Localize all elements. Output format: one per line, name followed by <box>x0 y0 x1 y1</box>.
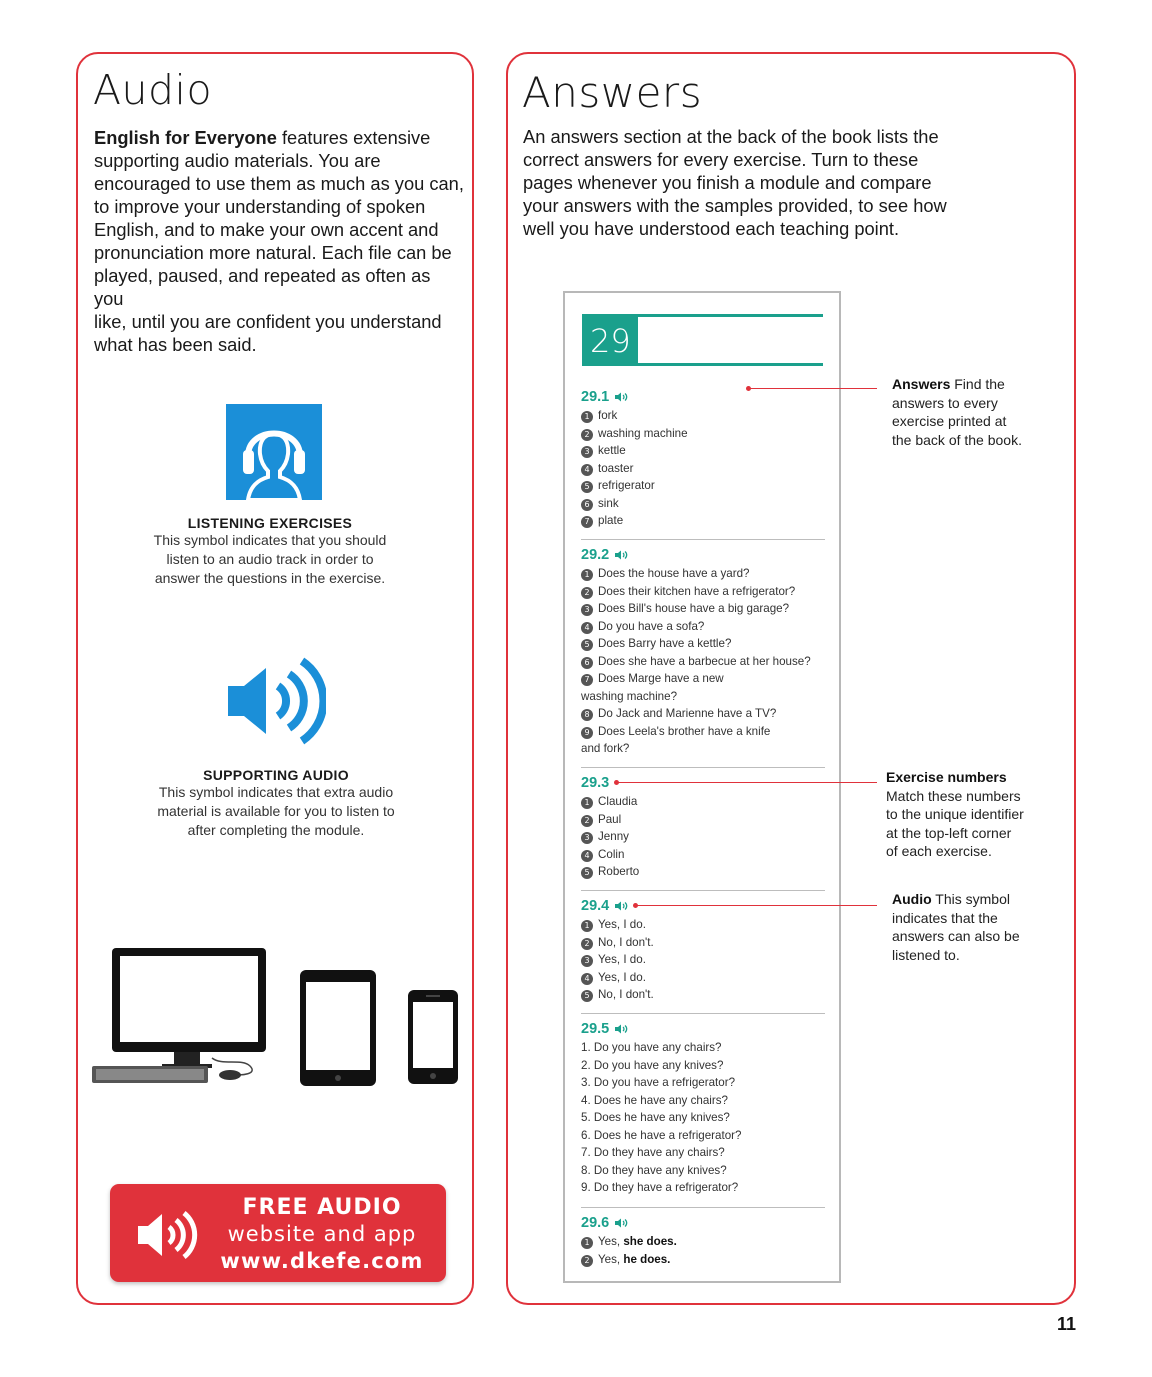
caption-line: material is available for you to listen to <box>157 803 395 819</box>
exercise-number <box>581 1019 825 1039</box>
answer-number: 1 <box>581 1237 593 1249</box>
answer-text: 1. Do you have any chairs? <box>581 1041 722 1054</box>
answer-number: 4 <box>581 622 593 634</box>
answers-intro-text <box>523 125 1068 240</box>
intro-line: to improve your understanding of spoken <box>94 196 426 217</box>
caption-line: This symbol indicates that you should <box>153 532 387 548</box>
answer-item <box>581 425 825 443</box>
answer-text: 9. Do they have a refrigerator? <box>581 1181 739 1194</box>
intro-line: your answers with the samples provided, to see how <box>523 195 947 216</box>
answer-list <box>581 565 825 758</box>
answer-item <box>581 1057 825 1075</box>
answer-text: 5. Does he have any knives? <box>581 1111 730 1124</box>
answer-text: 6. Does he have a refrigerator? <box>581 1128 742 1142</box>
answer-item <box>581 951 825 969</box>
answer-item <box>581 512 825 530</box>
headphones-person-icon <box>226 404 322 500</box>
answer-number: 5 <box>581 990 593 1002</box>
answer-number: 2 <box>581 429 593 441</box>
answer-item <box>581 1074 825 1092</box>
exercise-number <box>581 896 825 916</box>
answer-number: 2 <box>581 938 593 950</box>
tablet-icon <box>300 970 376 1086</box>
audio-speaker-icon[interactable] <box>615 392 629 402</box>
exercise-id: 29.6 <box>581 1215 610 1231</box>
answer-number: 3 <box>581 832 593 844</box>
exercise-number <box>581 545 825 565</box>
listening-exercises-caption <box>130 515 410 588</box>
answer-item <box>581 916 825 934</box>
answer-text: Yes, he does. <box>598 1252 671 1266</box>
free-audio-banner[interactable] <box>110 1184 446 1282</box>
answer-text: Does Leela's brother have a knife <box>598 724 771 738</box>
answer-number: 1 <box>581 920 593 932</box>
supporting-audio-caption <box>130 767 422 840</box>
answers-annotation <box>892 375 1052 449</box>
exercise-block <box>581 387 825 530</box>
annotation-line: indicates that the <box>892 909 998 926</box>
answer-number: 4 <box>581 464 593 476</box>
answer-text: Does Bill's house have a big garage? <box>598 602 790 615</box>
caption-line: answer the questions in the exercise. <box>154 570 386 586</box>
unit-number: 29 <box>582 316 638 366</box>
free-audio-heading: FREE AUDIO <box>242 1195 402 1220</box>
answer-text: 3. Do you have a refrigerator? <box>581 1076 736 1089</box>
audio-intro-text <box>94 126 464 356</box>
annotation-line: to the unique identifier <box>886 806 1024 823</box>
answer-text: Does their kitchen have a refrigerator? <box>598 584 796 598</box>
answer-text: Do you have a sofa? <box>598 619 705 633</box>
answer-text: 7. Do they have any chairs? <box>581 1146 725 1159</box>
answer-number: 8 <box>581 709 593 721</box>
audio-speaker-icon[interactable] <box>615 550 629 560</box>
answer-item <box>581 1251 825 1269</box>
audio-speaker-icon[interactable] <box>615 901 629 911</box>
exercise-numbers-leader-dot <box>614 780 619 785</box>
answer-item <box>581 1127 825 1145</box>
answer-text: Yes, I do. <box>598 953 646 966</box>
answer-list <box>581 793 825 881</box>
answer-list <box>581 1233 825 1268</box>
answer-item <box>581 846 825 864</box>
intro-line: correct answers for every exercise. Turn to these <box>523 149 919 170</box>
answer-text: Do Jack and Marienne have a TV? <box>598 707 777 720</box>
annotation-line: of each exercise. <box>886 843 992 860</box>
answer-list <box>581 1039 825 1197</box>
answer-item <box>581 565 825 583</box>
answer-item <box>581 1144 825 1162</box>
answer-text: Yes, I do. <box>598 918 646 931</box>
exercise-divider <box>581 890 825 891</box>
intro-line: pages whenever you finish a module and compare <box>523 172 932 193</box>
listening-heading: LISTENING EXERCISES <box>187 515 353 531</box>
intro-line: features extensive <box>281 127 431 148</box>
exercise-number <box>581 387 825 407</box>
caption-line: This symbol indicates that extra audio <box>158 784 394 800</box>
answer-number: 1 <box>581 411 593 423</box>
exercise-id: 29.2 <box>581 547 610 563</box>
audio-speaker-icon[interactable] <box>615 1218 629 1228</box>
intro-line: well you have understood each teaching point. <box>523 218 900 239</box>
annotation-line: the back of the book. <box>892 431 1022 448</box>
answer-text: washing machine? <box>581 689 678 703</box>
answer-number: 6 <box>581 499 593 511</box>
answer-number: 1 <box>581 797 593 809</box>
answer-item <box>581 828 825 846</box>
answer-number: 5 <box>581 867 593 879</box>
exercise-block <box>581 1213 825 1268</box>
answer-text: sink <box>598 496 619 510</box>
answer-text: Does Barry have a kettle? <box>598 637 732 650</box>
answer-item <box>581 705 825 723</box>
answers-leader-dot <box>746 386 751 391</box>
answer-item <box>581 1109 825 1127</box>
exercise-divider <box>581 1207 825 1208</box>
answer-item <box>581 986 825 1004</box>
answer-item <box>581 1039 825 1057</box>
answer-text: Does she have a barbecue at her house? <box>598 654 811 668</box>
free-audio-subtitle: website and app <box>227 1222 417 1246</box>
answer-item <box>581 600 825 618</box>
answer-text: washing machine <box>598 426 688 440</box>
exercise-id: 29.4 <box>581 898 610 914</box>
intro-line: encouraged to use them as much as you can, <box>94 173 464 194</box>
answers-title: Answers <box>522 68 703 117</box>
answer-item <box>581 934 825 952</box>
audio-leader-dot <box>633 903 638 908</box>
answer-item <box>581 495 825 513</box>
answer-text: Does the house have a yard? <box>598 567 750 580</box>
answer-text: 2. Do you have any knives? <box>581 1058 724 1072</box>
answer-text: Claudia <box>598 795 638 808</box>
free-audio-url[interactable]: www.dkefe.com <box>220 1249 424 1273</box>
answer-number: 3 <box>581 446 593 458</box>
answer-text: fork <box>598 409 618 422</box>
exercise-block <box>581 896 825 1004</box>
answer-item <box>581 477 825 495</box>
answer-number: 4 <box>581 850 593 862</box>
answer-text: Does Marge have a new <box>598 672 724 685</box>
answer-text: No, I don't. <box>598 988 654 1001</box>
desktop-computer-icon <box>92 948 270 1088</box>
answer-item <box>581 407 825 425</box>
answer-number: 6 <box>581 657 593 669</box>
caption-line: listen to an audio track in order to <box>166 551 374 567</box>
answer-item <box>581 618 825 636</box>
answer-text: Colin <box>598 847 625 861</box>
answer-number: 3 <box>581 955 593 967</box>
annotation-line: Match these numbers <box>886 787 1021 804</box>
audio-speaker-icon[interactable] <box>615 1024 629 1034</box>
answer-item <box>581 1233 825 1251</box>
answer-number: 2 <box>581 1255 593 1267</box>
intro-bold-title: English for Everyone <box>94 127 277 148</box>
audio-leader-line <box>636 905 877 906</box>
answer-text: kettle <box>598 444 626 457</box>
answer-item <box>581 811 825 829</box>
exercise-divider <box>581 767 825 768</box>
answer-text: toaster <box>598 461 634 475</box>
answer-item <box>581 793 825 811</box>
exercise-id: 29.1 <box>581 389 610 405</box>
intro-line: what has been said. <box>94 334 257 355</box>
answer-item <box>581 583 825 601</box>
answer-number: 4 <box>581 973 593 985</box>
intro-line: English, and to make your own accent and <box>94 219 439 240</box>
annotation-line: exercise printed at <box>892 413 1007 430</box>
answer-item <box>581 653 825 671</box>
supporting-description <box>130 783 422 840</box>
intro-line: pronunciation more natural. Each file can be <box>94 242 452 263</box>
smartphone-icon <box>408 990 458 1084</box>
page-number: 11 <box>1056 1314 1076 1334</box>
answer-number: 5 <box>581 639 593 651</box>
answers-leader-line <box>749 388 877 389</box>
answer-text: and fork? <box>581 742 630 755</box>
answer-number: 2 <box>581 815 593 827</box>
answer-number: 2 <box>581 587 593 599</box>
answer-sample-card <box>563 291 841 1283</box>
answer-list <box>581 407 825 530</box>
answer-text: No, I don't. <box>598 935 654 949</box>
exercise-numbers-leader-line <box>617 782 877 783</box>
annotation-line: This symbol <box>935 891 1010 907</box>
annotation-line: at the top-left corner <box>886 824 1012 841</box>
answer-text: Yes, I do. <box>598 970 646 984</box>
answer-text: 4. Does he have any chairs? <box>581 1093 728 1107</box>
answer-text: 8. Do they have any knives? <box>581 1163 727 1177</box>
exercise-block <box>581 773 825 881</box>
intro-line: An answers section at the back of the book lists the <box>523 126 939 147</box>
answer-text: refrigerator <box>598 479 655 492</box>
exercise-divider <box>581 539 825 540</box>
answer-item <box>581 1092 825 1110</box>
answer-item <box>581 442 825 460</box>
annotation-label: Answers <box>892 376 951 392</box>
answer-item <box>581 688 825 706</box>
answer-item <box>581 863 825 881</box>
answer-number: 1 <box>581 569 593 581</box>
exercise-numbers-annotation <box>886 768 1056 861</box>
annotation-line: Find the <box>954 376 1005 392</box>
audio-annotation <box>892 890 1052 964</box>
intro-line: supporting audio materials. You are <box>94 150 381 171</box>
answer-item <box>581 1179 825 1197</box>
answer-item <box>581 1162 825 1180</box>
intro-line: like, until you are confident you understand <box>94 311 442 332</box>
supporting-heading: SUPPORTING AUDIO <box>203 767 349 783</box>
answer-text: Paul <box>598 812 622 826</box>
listening-description <box>130 531 410 588</box>
annotation-line: listened to. <box>892 946 960 963</box>
answer-list <box>581 916 825 1004</box>
answer-number: 3 <box>581 604 593 616</box>
answer-text: Yes, she does. <box>598 1235 677 1248</box>
annotation-line: answers can also be <box>892 928 1020 945</box>
annotation-line: answers to every <box>892 394 998 411</box>
audio-title: Audio <box>93 66 213 114</box>
exercise-id: 29.5 <box>581 1021 610 1037</box>
answer-item <box>581 670 825 688</box>
speaker-icon <box>226 656 326 746</box>
exercise-block <box>581 545 825 758</box>
caption-line: after completing the module. <box>187 822 365 838</box>
speaker-icon <box>136 1210 200 1260</box>
answer-text: plate <box>598 514 624 527</box>
answer-item <box>581 460 825 478</box>
exercise-block <box>581 1019 825 1197</box>
answer-text: Jenny <box>598 830 629 843</box>
exercise-id: 29.3 <box>581 775 610 791</box>
answer-item <box>581 635 825 653</box>
answer-item <box>581 740 825 758</box>
intro-line: played, paused, and repeated as often as you <box>94 265 431 309</box>
answer-number: 7 <box>581 674 593 686</box>
answer-number: 9 <box>581 727 593 739</box>
exercise-divider <box>581 1013 825 1014</box>
unit-header <box>582 314 823 366</box>
exercise-number <box>581 1213 825 1233</box>
answer-text: Roberto <box>598 865 640 878</box>
answer-number: 7 <box>581 516 593 528</box>
answer-number: 5 <box>581 481 593 493</box>
answer-item <box>581 969 825 987</box>
answer-item <box>581 723 825 741</box>
annotation-label: Exercise numbers <box>886 769 1007 785</box>
annotation-label: Audio <box>892 891 932 907</box>
